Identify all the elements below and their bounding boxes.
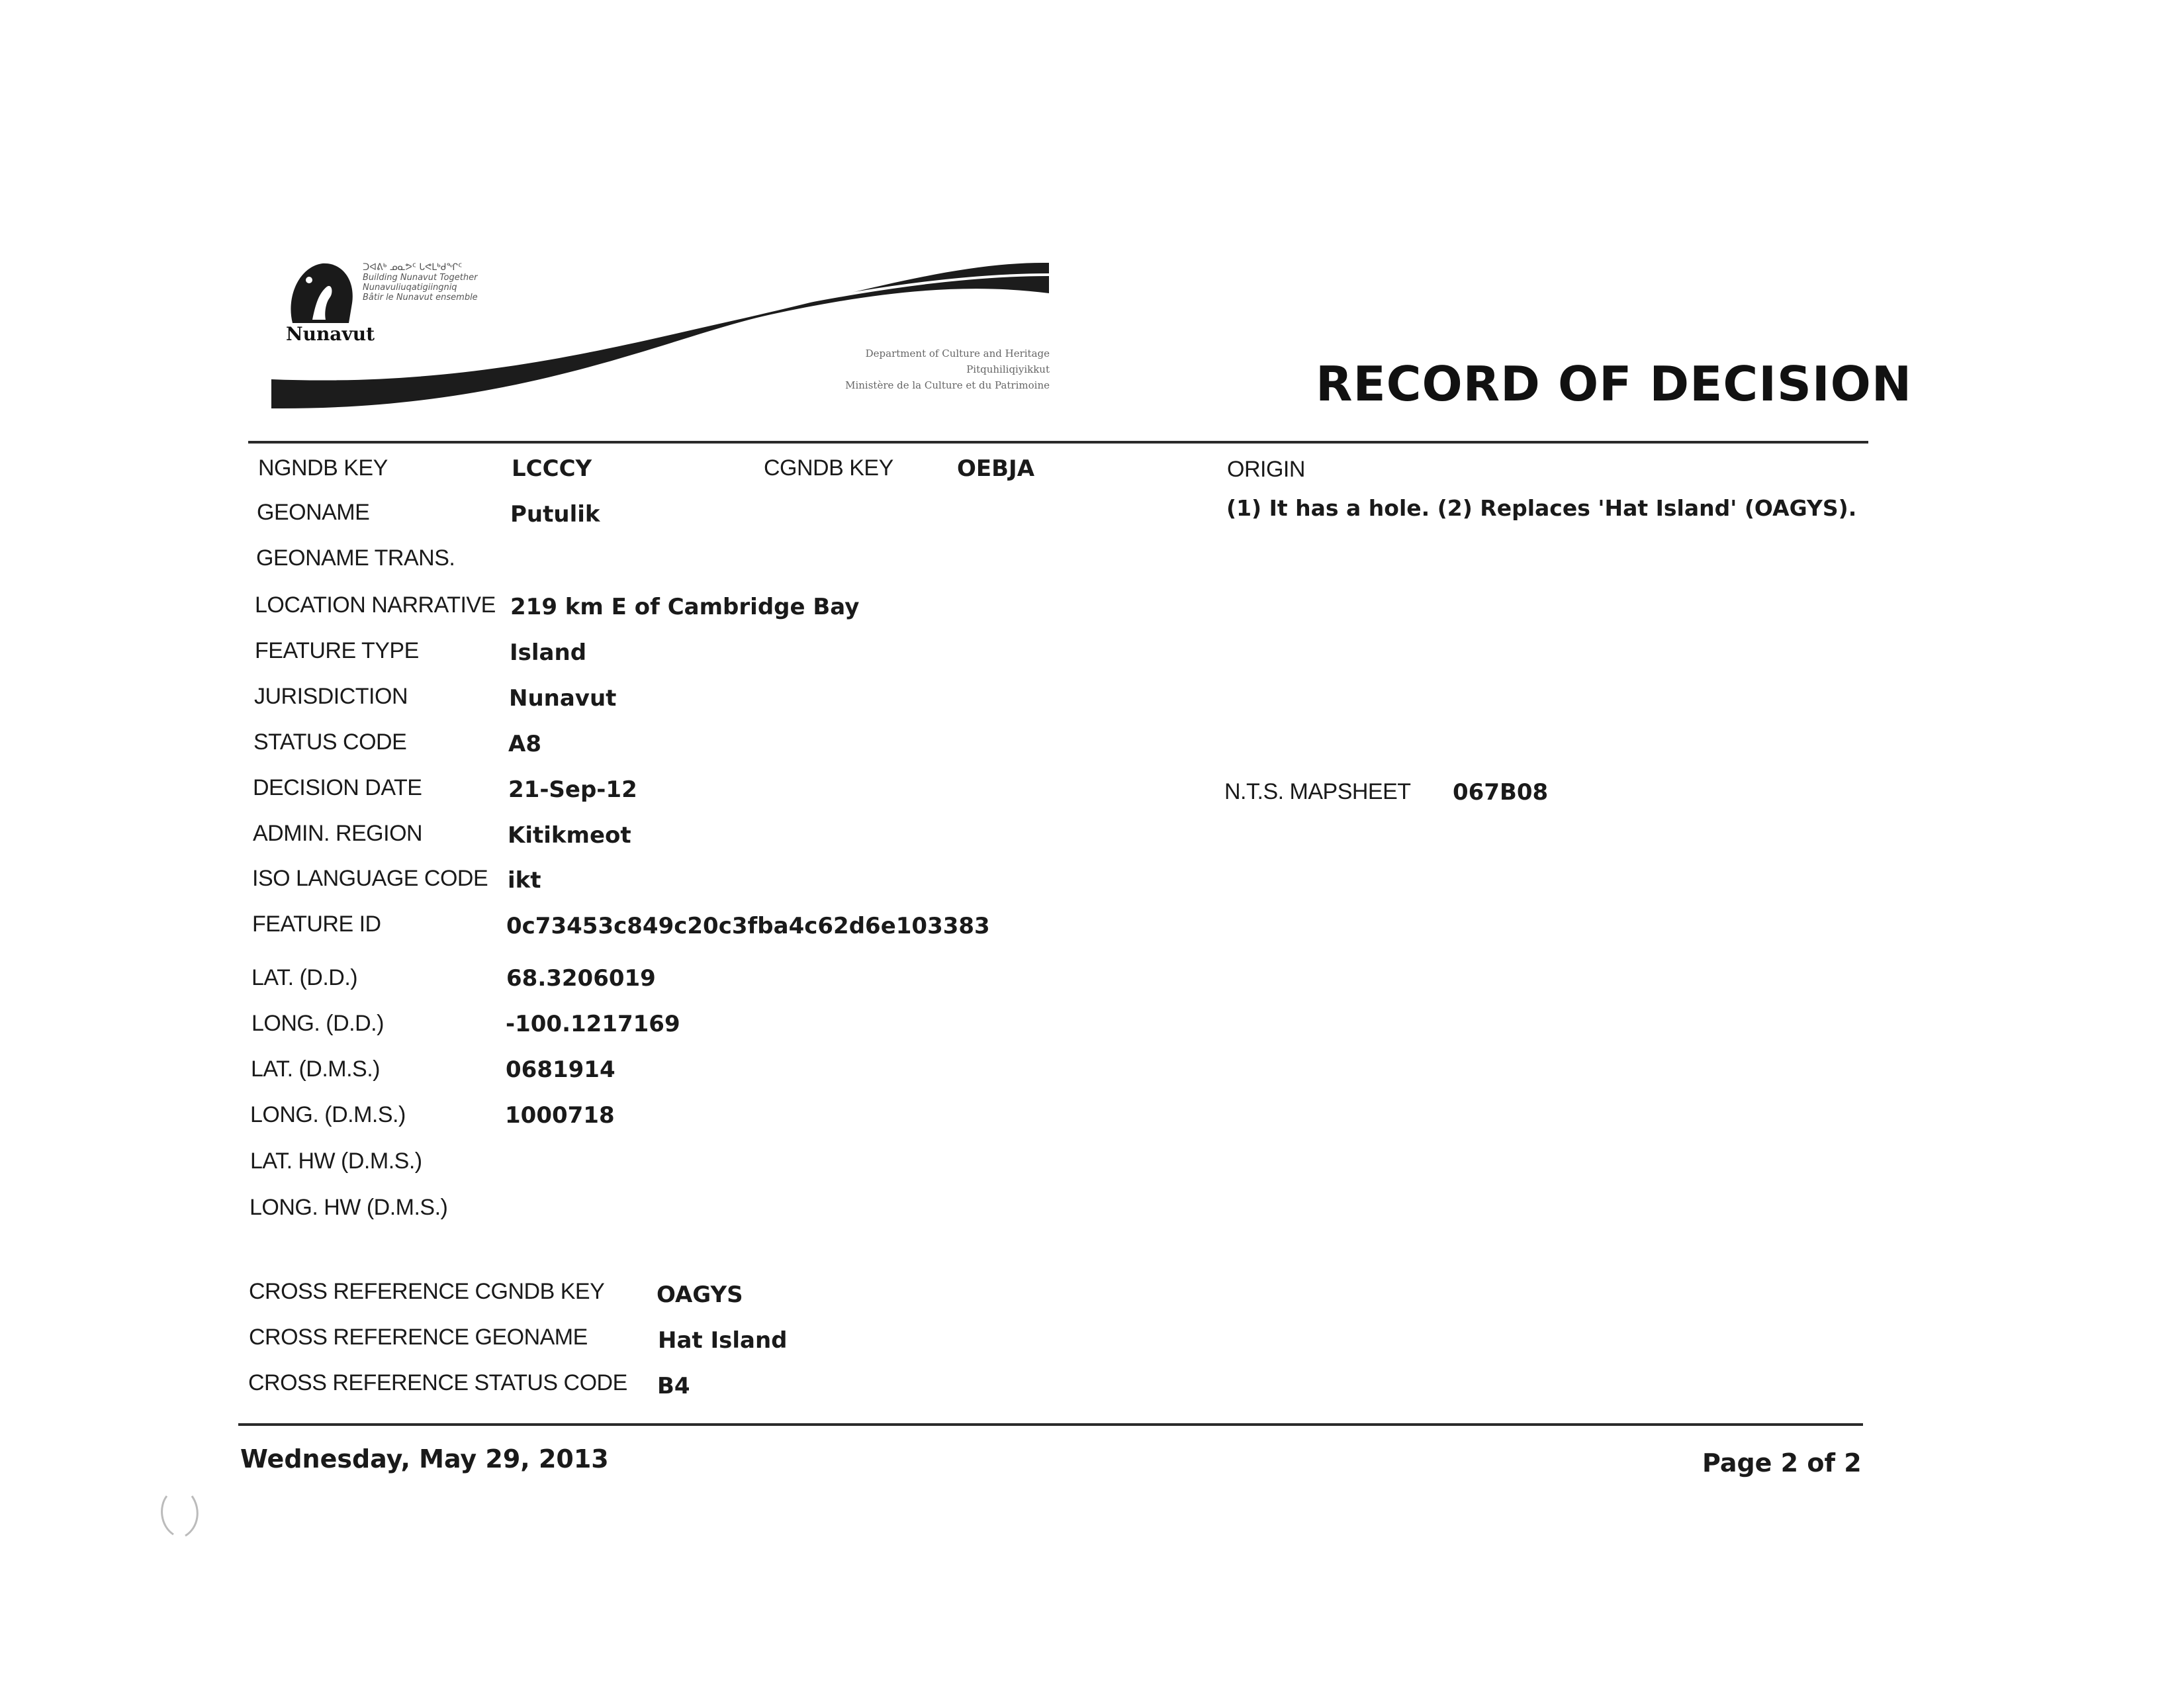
field-label-iso-language-code: ISO LANGUAGE CODE: [252, 866, 488, 891]
footer-date: Wednesday, May 29, 2013: [240, 1444, 609, 1474]
field-label-long-dd: LONG. (D.D.): [251, 1011, 384, 1036]
field-label-lat-dd: LAT. (D.D.): [251, 965, 358, 990]
footer-rule: [238, 1423, 1863, 1426]
origin-label: ORIGIN: [1227, 457, 1305, 482]
logo-tagline-4: Bâtir le Nunavut ensemble: [363, 293, 478, 303]
field-value-long-dd: -100.1217169: [506, 1011, 680, 1037]
scan-artifact-icon: [154, 1489, 206, 1542]
department-english: Department of Culture and Heritage: [865, 348, 1050, 359]
header-rule: [248, 441, 1868, 444]
field-value-decision-date: 21-Sep-12: [508, 776, 637, 803]
nts-mapsheet-value: 067B08: [1453, 779, 1549, 806]
field-value-jurisdiction: Nunavut: [509, 685, 617, 712]
field-label-geoname-trans: GEONAME TRANS.: [256, 545, 455, 571]
field-label-jurisdiction: JURISDICTION: [254, 684, 408, 709]
cross-ref-geoname-label: CROSS REFERENCE GEONAME: [249, 1325, 588, 1350]
field-value-long-dms: 1000718: [505, 1102, 615, 1129]
footer-page-number: Page 2 of 2: [1702, 1448, 1862, 1477]
department-french: Ministère de la Culture et du Patrimoine: [845, 379, 1050, 391]
cgndb-key-value: OEBJA: [957, 455, 1035, 482]
field-label-admin-region: ADMIN. REGION: [253, 821, 423, 846]
field-value-feature-type: Island: [510, 639, 587, 666]
field-label-lat-hw-dms: LAT. HW (D.M.S.): [250, 1149, 422, 1174]
field-value-location-narrative: 219 km E of Cambridge Bay: [510, 594, 860, 620]
department-lines: [662, 346, 1050, 393]
field-value-admin-region: Kitikmeot: [508, 822, 631, 849]
field-label-feature-type: FEATURE TYPE: [255, 638, 419, 663]
field-label-long-dms: LONG. (D.M.S.): [250, 1102, 406, 1127]
field-value-lat-dd: 68.3206019: [506, 965, 656, 992]
field-value-feature-id: 0c73453c849c20c3fba4c62d6e103383: [506, 913, 990, 939]
nts-mapsheet-label: N.T.S. MAPSHEET: [1224, 779, 1411, 804]
field-label-lat-dms: LAT. (D.M.S.): [251, 1056, 380, 1082]
field-label-geoname: GEONAME: [257, 500, 370, 525]
field-label-long-hw-dms: LONG. HW (D.M.S.): [250, 1195, 448, 1220]
field-value-status-code: A8: [508, 731, 541, 757]
logo-wordmark: Nunavut: [286, 323, 375, 345]
cross-ref-cgndb-key-label: CROSS REFERENCE CGNDB KEY: [249, 1279, 605, 1304]
field-label-decision-date: DECISION DATE: [253, 775, 422, 800]
cross-ref-geoname-value: Hat Island: [658, 1327, 788, 1354]
origin-value: (1) It has a hole. (2) Replaces 'Hat Island' (OAGYS).: [1226, 495, 1857, 521]
field-value-iso-language-code: ikt: [508, 867, 541, 894]
field-label-ngndb-key: NGNDB KEY: [258, 455, 388, 481]
department-inuktitut: Pitquhiliqiyikkut: [966, 363, 1050, 375]
cross-ref-status-code-value: B4: [657, 1373, 690, 1399]
cross-ref-status-code-label: CROSS REFERENCE STATUS CODE: [248, 1370, 627, 1395]
logo-tagline-1: ᑐᐊᕕᒃ ᓄᓇᕗᑦ ᒐᕙᒪᒃᑯᖏᑦ: [363, 262, 463, 273]
field-value-geoname: Putulik: [510, 501, 600, 528]
logo-tagline-3: Nunavuliuqatigiingniq: [363, 283, 457, 293]
field-label-status-code: STATUS CODE: [253, 729, 407, 755]
field-label-feature-id: FEATURE ID: [252, 912, 381, 937]
field-value-ngndb-key: LCCCY: [512, 455, 592, 482]
field-label-location-narrative: LOCATION NARRATIVE: [255, 592, 496, 618]
field-value-lat-dms: 0681914: [506, 1056, 615, 1083]
logo-tagline-2: Building Nunavut Together: [363, 273, 478, 283]
document-title: RECORD OF DECISION: [1316, 356, 1913, 412]
cross-ref-cgndb-key-value: OAGYS: [657, 1282, 743, 1308]
cgndb-key-label: CGNDB KEY: [764, 455, 893, 481]
